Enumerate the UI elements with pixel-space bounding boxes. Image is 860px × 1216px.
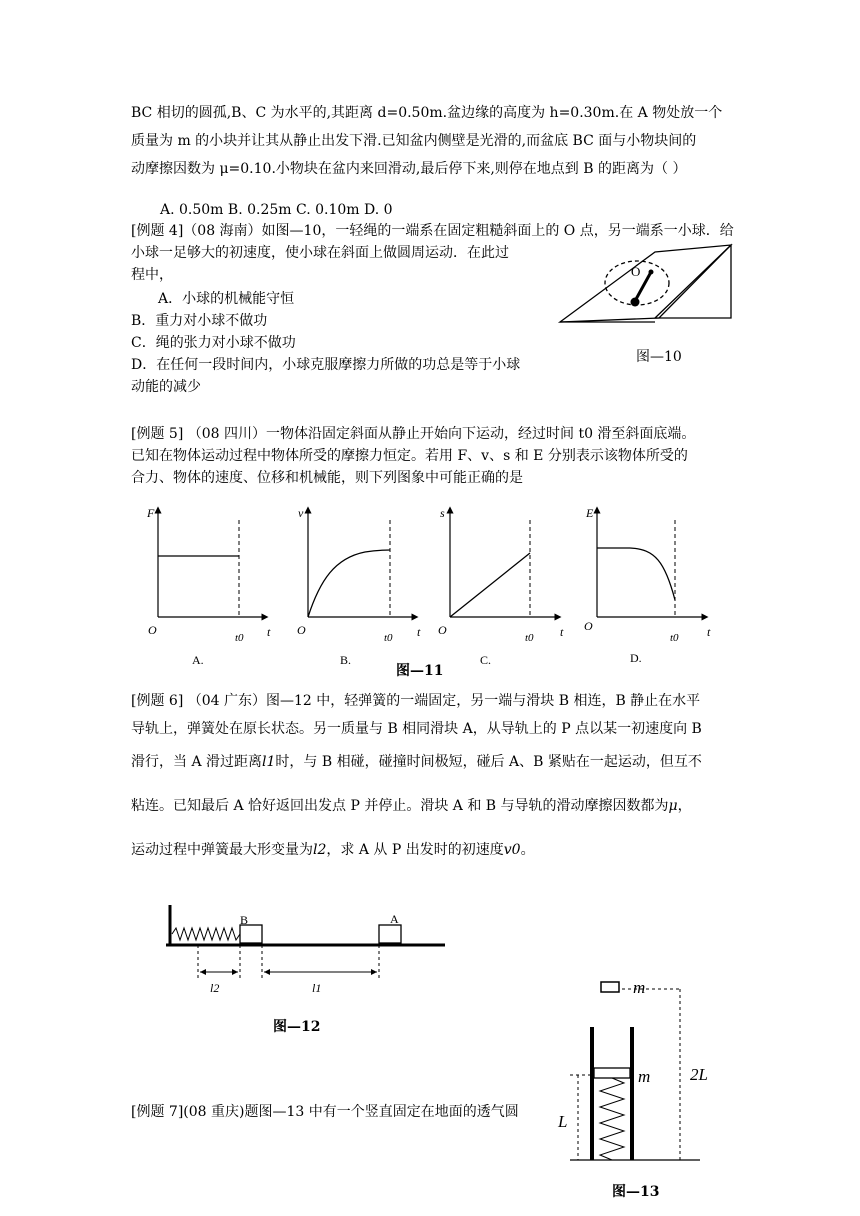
block-a-label: A [390,912,399,926]
figure-11-graphs [140,500,730,680]
figure-13-caption: 图—13 [612,1184,660,1200]
graph-d-t0: t0 [670,632,679,644]
graph-d-origin: O [584,619,593,633]
graph-c-ylabel: s [440,506,445,520]
text-line: 小球一足够大的初速度，使小球在斜面上做圆周运动．在此过 [131,245,509,261]
figure-10-incline [555,240,745,325]
answer-options: A. 0.50m B. 0.25m C. 0.10m D. 0 [160,202,393,218]
graph-b [297,506,421,667]
graph-a-t0: t0 [235,632,244,644]
graph-b-t: t [417,625,421,639]
option-d: D．在任何一段时间内，小球克服摩擦力所做的功总是等于小球 [131,357,521,373]
graph-c-origin: O [438,623,447,637]
text-line: [例题 5] （08 四川）一物体沿固定斜面从静止开始向下运动，经过时间 t0 滑至斜面底端。 [131,426,696,442]
symbol-mu: μ [668,798,678,814]
graph-c [438,506,564,667]
figure-11-caption: 图—11 [396,663,444,679]
graph-a-origin: O [148,623,157,637]
text-line: 质量为 m 的小块并让其从静止出发下滑.已知盆内侧壁是光滑的,而盆底 BC 面与小物块间的 [131,133,697,149]
figure-10-caption: 图—10 [636,349,682,365]
text-line: 程中， [131,267,173,283]
graph-a-ylabel: F [147,506,155,520]
symbol-l1: l1 [262,754,276,770]
inner-mass-label: m [638,1067,651,1086]
graph-c-t: t [560,625,564,639]
dim-l2-label: l2 [210,981,220,995]
graph-d-t: t [707,625,711,639]
graph-a-t: t [267,625,271,639]
text-line: [例题 6] （04 广东）图—12 中，轻弹簧的一端固定，另一端与滑块 B 相连，B 静止在水平 [131,693,701,709]
graph-b-t0: t0 [384,632,393,644]
graph-b-label: B. [340,653,352,667]
option-a: A．小球的机械能守恒 [158,291,295,307]
text-line: [例题 4]（08 海南）如图—10，一轻绳的一端系在固定粗糙斜面上的 O 点，另一端系一小球．给 [131,223,734,239]
height-2l-label: 2L [690,1065,708,1084]
graph-c-t0: t0 [525,632,534,644]
graph-c-label: C. [480,653,492,667]
graph-d-ylabel: E [586,506,594,520]
top-mass-label: m [633,978,646,997]
figure-13-cylinder [550,970,720,1170]
symbol-v0: v0 [503,842,521,858]
point-o-label: O [631,264,641,279]
graph-b-ylabel: v [298,506,304,520]
option-b: B．重力对小球不做功 [131,313,268,329]
block-b-label: B [240,913,249,927]
graph-d [584,506,711,665]
text-line: 动摩擦因数为 μ=0.10.小物块在盆内来回滑动,最后停下来,则停在地点到 B 的距离为（ ） [131,161,687,177]
text-line: 导轨上，弹簧处在原长状态。另一质量与 B 相同滑块 A，从导轨上的 P 点以某一初速度向 B [131,721,702,737]
text-line: 运动过程中弹簧最大形变量为l2，求 A 从 P 出发时的初速度v0。 [131,842,535,858]
text-line: 合力、物体的速度、位移和机械能，则下列图象中可能正确的是 [131,470,523,486]
figure-12-spring-track [160,900,450,1000]
graph-b-origin: O [297,623,306,637]
symbol-l2: l2 [313,842,327,858]
text-line: 滑行，当 A 滑过距离l1时，与 B 相碰，碰撞时间极短，碰后 A、B 紧贴在一起运动，但互不 [131,754,702,770]
text-line: 粘连。已知最后 A 恰好返回出发点 P 并停止。滑块 A 和 B 与导轨的滑动摩擦因数都为μ， [131,798,692,814]
figure-12-caption: 图—12 [273,1019,321,1035]
graph-d-label: D. [630,651,642,665]
option-d-cont: 动能的减少 [131,379,201,395]
text-line: 已知在物体运动过程中物体所受的摩擦力恒定。若用 F、v、s 和 E 分别表示该物体所受的 [131,448,688,464]
option-c: C．绳的张力对小球不做功 [131,335,296,351]
graph-a-label: A. [192,653,204,667]
dim-l1-label: l1 [312,981,322,995]
text-line: [例题 7](08 重庆)题图—13 中有一个竖直固定在地面的透气圆 [131,1104,519,1120]
graph-a [146,506,271,667]
height-l-label: L [558,1112,568,1131]
text-line: BC 相切的圆孤,B、C 为水平的,其距离 d=0.50m.盆边缘的高度为 h=0.30m.在 A 物处放一个 [131,105,723,121]
